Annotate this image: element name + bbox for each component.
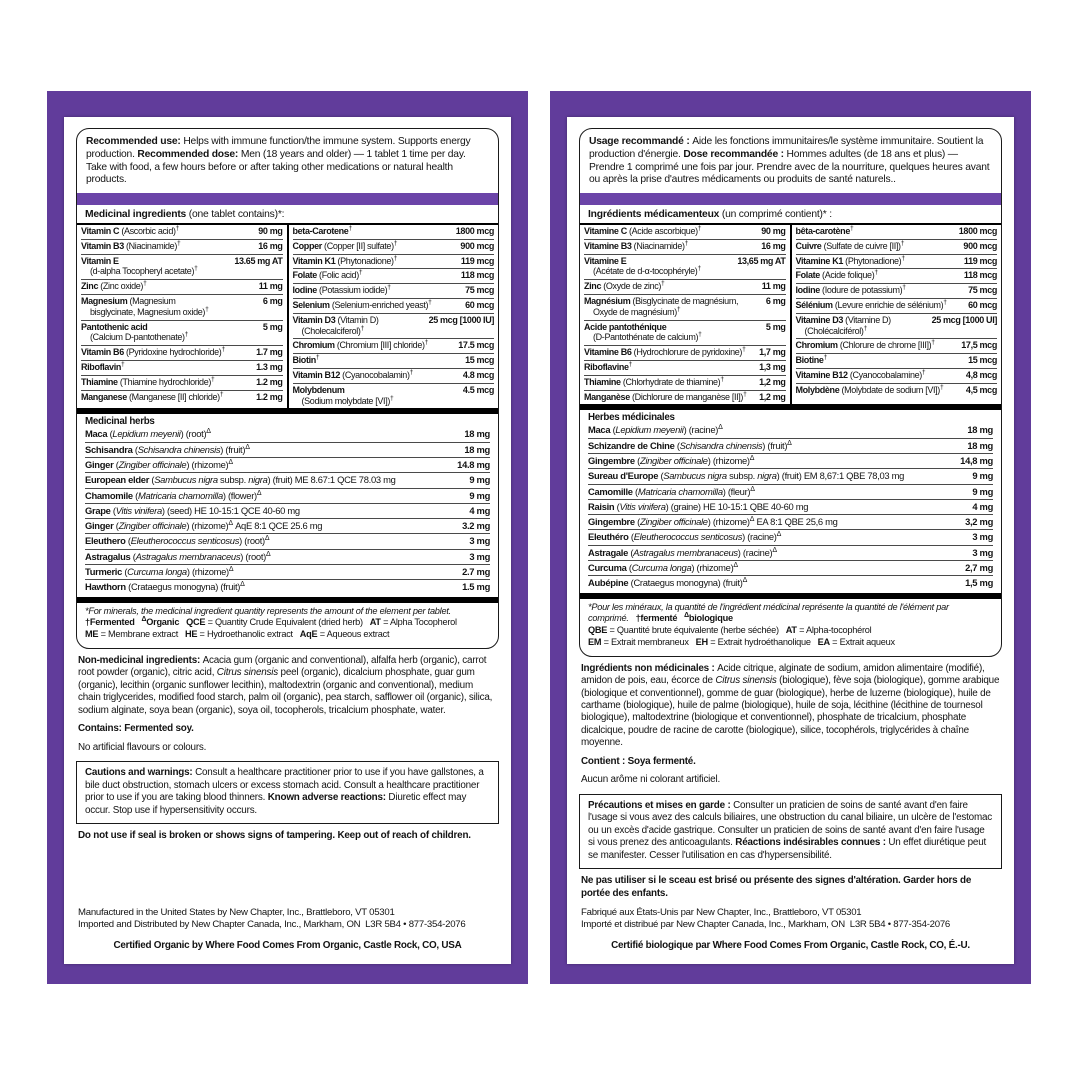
ingredient-name: Maca (Lepidium meyenii) (root)$^\Delta$ bbox=[85, 428, 211, 440]
ingredient-amount: 9 mg bbox=[469, 474, 490, 486]
ingredient-row bbox=[81, 320, 283, 346]
ingredient-row bbox=[81, 294, 283, 320]
ingredient-row bbox=[293, 225, 495, 239]
seal-warning-text: Ne pas utiliser si le sceau est brisé ou présente des signes d'altération. Garder hors de portée des enfants. bbox=[581, 875, 972, 899]
medicinal-herbs-heading: Medicinal herbs bbox=[85, 416, 155, 428]
medicinal-herbs-heading: Herbes médicinales bbox=[588, 412, 675, 424]
ingredient-amount: 1800 mcg bbox=[455, 226, 494, 237]
ingredient-name: Folate (Acide folique)† bbox=[795, 269, 878, 281]
footnote-line: EM = Extrait membraneux EH = Extrait hydroéthanolique EA = Extrait aqueux bbox=[588, 636, 895, 647]
ingredient-amount: 2,7 mg bbox=[965, 561, 993, 573]
ingredient-amount: 18 mg bbox=[967, 439, 993, 451]
ingredient-amount: 4,8 mcg bbox=[965, 370, 997, 381]
medicinal-ingredients-heading: Medicinal ingredients (one tablet contains)*: bbox=[77, 205, 498, 225]
ingredient-name: Magnésium (Bisglycinate de magnésium, Oxyde de magnésium)† bbox=[584, 296, 739, 317]
ingredient-amount: 25 mcg [1000 UI] bbox=[931, 314, 997, 325]
ingredient-amount: 9 mg bbox=[972, 470, 993, 482]
ingredient-name: Pantothenic acid (Calcium D-pantothenate)† bbox=[81, 321, 189, 343]
ingredient-name: Vitamine K1 (Phytonadione)† bbox=[795, 254, 905, 266]
ingredient-row bbox=[584, 345, 786, 360]
ingredient-name: Gingembre (Zingiber officinale) (rhizome)$^\Delta$ EA 8:1 QBE 25,6 mg bbox=[588, 515, 838, 528]
medicinal-ingredients-heading: Ingrédients médicamenteux (un comprimé contient)* : bbox=[580, 205, 1001, 225]
distributor-line: Importé et distribué par New Chapter Canada, Inc., Markham, ON L3R 5B4 • 877-354-2076 bbox=[581, 918, 951, 930]
ingredient-amount: 9 mg bbox=[469, 489, 490, 501]
ingredient-row bbox=[584, 320, 786, 346]
ingredient-name: Gingembre (Zingiber officinale) (rhizome)$^\Delta$ bbox=[588, 454, 755, 466]
ingredient-amount: 119 mcg bbox=[460, 255, 494, 266]
ingredient-name: Vitamine B3 (Niacinamide)† bbox=[584, 239, 689, 251]
non-medicinal-ingredients-text: Non-medicinal ingredients: Acacia gum (organic and conventional), alfalfa herb (organic), carrot root powder (organic), citric acid, Citrus sinensis peel (organic), dicalcium phosphate, guar gum (organic), lecithin (organic sunflower lecithin), maltodextrin (organic and conventional), medium chain triglycerides, modified food starch, palm oil (organic), pea starch, safflower oil (organic), silica, sodium alginate, soya bean (organic), soya oil, tocopherols, tricalcium phosphate, water. bbox=[78, 654, 493, 716]
ingredient-name: Vitamin B6 (Pyridoxine hydrochloride)† bbox=[81, 346, 225, 358]
ingredient-amount: 4 mg bbox=[972, 500, 993, 512]
certified-organic-line: Certified Organic by Where Food Comes From Organic, Castle Rock, CO, USA bbox=[113, 939, 462, 951]
ingredient-name: Iodine (Iodure de potassium)† bbox=[795, 284, 906, 296]
ingredient-name: Turmeric (Curcuma longa) (rhizome)$^\Delta$ bbox=[85, 565, 234, 577]
ingredient-name: Biotin† bbox=[292, 354, 320, 366]
ingredient-name: Acide pantothénique (D-Pantothénate de calcium)† bbox=[584, 321, 702, 343]
ingredient-amount: 3 mg bbox=[972, 546, 993, 558]
ingredient-row bbox=[796, 298, 998, 313]
herbs-table bbox=[85, 427, 490, 594]
ingredient-name: Vitamin E (d-alpha Tocopheryl acetate)† bbox=[81, 255, 198, 277]
ingredient-amount: 4 mg bbox=[469, 504, 490, 516]
ingredient-row bbox=[584, 254, 786, 280]
ingredient-amount: 60 mcg bbox=[968, 300, 997, 311]
ingredient-row bbox=[796, 268, 998, 283]
ingredient-row bbox=[81, 375, 283, 390]
manufacturer-block bbox=[76, 907, 499, 952]
ingredient-amount: 1.5 mg bbox=[462, 581, 490, 593]
ingredient-name: Molybdène (Molybdate de sodium [VI])† bbox=[795, 383, 944, 395]
footnote-line: *Pour les minéraux, la quantité de l'ingrédient médicinal représente la quantité de l'élément par comprimé. †fermenté $^\Delta$biologique bbox=[588, 601, 949, 624]
ingredient-name: Eleuthero (Eleutherococcus senticosus) (root)$^\Delta$ bbox=[85, 535, 270, 547]
ingredient-amount: 3.2 mg bbox=[462, 520, 490, 532]
ingredients-box bbox=[579, 128, 1002, 657]
ingredient-amount: 1.2 mg bbox=[256, 376, 283, 387]
ingredient-name: Vitamine B6 (Hydrochlorure de pyridoxine)† bbox=[584, 346, 746, 358]
ingredient-amount: 6 mg bbox=[765, 296, 786, 307]
ingredient-row bbox=[588, 468, 993, 483]
recommended-use-text: Usage recommandé : Aide les fonctions immunitaires/le système immunitaire. Soutient la production d'énergie. Dose recommandée : Hommes adultes (de 18 ans et plus) — Prendre 1 comprimé une fois par jour. Prendre avec de la nourriture, quelques heures avant ou après la prise d'autres médicaments ou produits de santé naturels.. bbox=[589, 136, 990, 186]
medicinal-herbs-section bbox=[77, 414, 498, 596]
ingredient-row bbox=[81, 390, 283, 405]
contains-text: Contains: Fermented soy. bbox=[78, 723, 194, 735]
ingredient-amount: 90 mg bbox=[258, 226, 283, 237]
ingredient-name: Chromium (Chlorure de chrome [III])† bbox=[795, 339, 935, 351]
ingredient-row bbox=[584, 279, 786, 294]
ingredient-row bbox=[796, 254, 998, 269]
minerals-column-left bbox=[77, 225, 287, 408]
ingredient-amount: 1,2 mg bbox=[759, 376, 786, 387]
ingredient-amount: 17.5 mcg bbox=[458, 340, 494, 351]
ingredient-row bbox=[85, 427, 490, 441]
ingredient-name: Vitamin D3 (Vitamin D) (Cholecalciferol)† bbox=[292, 314, 379, 336]
certified-organic-line: Certifié biologique par Where Food Comes From Organic, Castle Rock, CO, É.-U. bbox=[611, 939, 970, 951]
ingredient-amount: 3 mg bbox=[469, 535, 490, 547]
ingredient-row bbox=[85, 549, 490, 564]
ingredient-row bbox=[293, 383, 495, 409]
label-body-english bbox=[64, 117, 511, 964]
ingredient-name: Vitamine B12 (Cyanocobalamine)† bbox=[795, 369, 926, 381]
ingredient-name: Astragale (Astragalus membranaceus) (racine)$^\Delta$ bbox=[588, 546, 777, 558]
manufacturer-line: Manufactured in the United States by New Chapter, Inc., Brattleboro, VT 05301 bbox=[78, 906, 395, 918]
ingredient-row bbox=[293, 338, 495, 353]
ingredient-name: Vitamin B3 (Niacinamide)† bbox=[81, 239, 181, 251]
ingredient-name: Chromium (Chromium [III] chloride)† bbox=[292, 339, 429, 351]
ingredient-row bbox=[588, 484, 993, 499]
ingredient-name: Sureau d'Europe (Sambucus nigra subsp. nigra) (fruit) EM 8,67:1 QBE 78,03 mg bbox=[588, 470, 905, 482]
ingredient-amount: 75 mcg bbox=[968, 285, 997, 296]
minerals-table bbox=[580, 225, 1001, 404]
ingredient-row bbox=[85, 457, 490, 472]
ingredient-amount: 16 mg bbox=[761, 240, 786, 251]
cautions-box: Cautions and warnings: Consult a healthcare practitioner prior to use if you have gallstones, a bile duct obstruction, stomach ulcers or excess stomach acid. Consult a healthcare practitioner prior to use if you are taking blood thinners. Known adverse reactions: Diuretic effect may occur. Stop use if hypersensitivity occurs. bbox=[76, 761, 499, 824]
ingredient-amount: 1,3 mg bbox=[759, 362, 786, 373]
ingredient-amount: 118 mcg bbox=[460, 270, 494, 281]
ingredient-name: Sélénium (Levure enrichie de sélénium)† bbox=[795, 299, 947, 311]
ingredient-amount: 11 mg bbox=[761, 281, 786, 292]
ingredient-name: Schisandra (Schisandra chinensis) (fruit)$^\Delta$ bbox=[85, 443, 250, 455]
ingredient-row bbox=[293, 368, 495, 383]
ingredient-row bbox=[293, 298, 495, 313]
ingredient-amount: 5 mg bbox=[765, 321, 786, 332]
ingredient-amount: 4.5 mcg bbox=[462, 384, 494, 395]
ingredient-amount: 15 mcg bbox=[968, 355, 997, 366]
ingredient-name: Hawthorn (Crataegus monogyna) (fruit)$^\Delta$ bbox=[85, 581, 245, 593]
ingredient-name: Vitamine E (Acétate de d-α-tocophéryle)† bbox=[584, 255, 701, 277]
ingredient-name: European elder (Sambucus nigra subsp. nigra) (fruit) ME 8.67:1 QCE 78.03 mg bbox=[85, 474, 396, 486]
ingredient-row bbox=[293, 239, 495, 254]
ingredient-name: Ginger (Zingiber officinale) (rhizome)$^\Delta$ AqE 8:1 QCE 25.6 mg bbox=[85, 519, 323, 532]
ingredient-amount: 1,5 mg bbox=[965, 577, 993, 589]
ingredient-amount: 1.3 mg bbox=[256, 362, 283, 373]
ingredient-name: Riboflavin† bbox=[81, 361, 125, 373]
ingredient-name: Raisin (Vitis vinifera) (graine) HE 10-15:1 QBE 40-60 mg bbox=[588, 500, 809, 512]
ingredient-name: Schizandre de Chine (Schisandra chinensis) (fruit)$^\Delta$ bbox=[588, 439, 792, 451]
no-artificial-text: Aucun arôme ni colorant artificiel. bbox=[581, 774, 720, 786]
ingredient-row bbox=[584, 239, 786, 254]
ingredient-amount: 25 mcg [1000 IU] bbox=[428, 314, 494, 325]
ingredient-row bbox=[85, 503, 490, 518]
ingredient-amount: 900 mcg bbox=[460, 240, 494, 251]
ingredient-name: Maca (Lepidium meyenii) (racine)$^\Delta$ bbox=[588, 424, 723, 436]
ingredient-amount: 14.8 mg bbox=[457, 458, 490, 470]
ingredient-row bbox=[584, 294, 786, 320]
ingredient-name: beta-Carotene† bbox=[292, 225, 352, 237]
minerals-column-right bbox=[287, 225, 499, 408]
footnote-line: †Fermented $^\Delta$Organic QCE = Quantity Crude Equivalent (dried herb) AT = Alpha Tocopherol bbox=[85, 616, 457, 628]
ingredient-amount: 18 mg bbox=[464, 443, 490, 455]
ingredient-row bbox=[85, 472, 490, 487]
contains-text: Contient : Soya fermenté. bbox=[581, 755, 696, 767]
ingredient-amount: 3 mg bbox=[972, 531, 993, 543]
ingredient-amount: 119 mcg bbox=[963, 255, 997, 266]
distributor-line: Imported and Distributed by New Chapter Canada, Inc., Markham, ON L3R 5B4 • 877-354-2076 bbox=[78, 918, 466, 930]
ingredient-row bbox=[293, 268, 495, 283]
ingredient-row bbox=[796, 368, 998, 383]
ingredient-amount: 11 mg bbox=[258, 281, 283, 292]
ingredient-amount: 1.2 mg bbox=[256, 391, 283, 402]
ingredient-name: Vitamin B12 (Cyanocobalamin)† bbox=[292, 369, 414, 381]
ingredient-amount: 60 mcg bbox=[465, 300, 494, 311]
ingredient-amount: 75 mcg bbox=[465, 285, 494, 296]
ingredient-row bbox=[81, 345, 283, 360]
recommended-use-text: Recommended use: Helps with immune function/the immune system. Supports energy production. Recommended dose: Men (18 years and older) — 1 tablet 1 time per day. Take with food, a few hours before or after taking other medications or natural health products. bbox=[86, 136, 471, 186]
no-artificial-text: No artificial flavours or colours. bbox=[78, 741, 207, 753]
ingredient-amount: 6 mg bbox=[262, 296, 283, 307]
ingredient-name: Grape (Vitis vinifera) (seed) HE 10-15:1 QCE 40-60 mg bbox=[85, 504, 300, 516]
ingredient-name: Riboflavine† bbox=[584, 361, 633, 373]
ingredient-amount: 3 mg bbox=[469, 550, 490, 562]
ingredient-row bbox=[796, 353, 998, 368]
ingredient-row bbox=[796, 383, 998, 398]
footnote-line: QBE = Quantité brute équivalente (herbe séchée) AT = Alpha-tocophérol bbox=[588, 625, 872, 636]
ingredient-row bbox=[796, 313, 998, 339]
ingredient-name: Copper (Copper [II] sulfate)† bbox=[292, 239, 398, 251]
minerals-table bbox=[77, 225, 498, 408]
ingredient-name: Molybdenum (Sodium molybdate [VI])† bbox=[292, 384, 394, 406]
ingredient-amount: 18 mg bbox=[967, 424, 993, 436]
ingredient-row bbox=[293, 254, 495, 269]
ingredient-name: Magnesium (Magnesium bisglycinate, Magnesium oxide)† bbox=[81, 296, 209, 317]
ingredient-name: Zinc (Oxyde de zinc)† bbox=[584, 280, 665, 292]
ingredient-row bbox=[85, 442, 490, 457]
ingredient-row bbox=[81, 360, 283, 375]
ingredient-row bbox=[85, 533, 490, 548]
ingredient-name: Vitamin C (Ascorbic acid)† bbox=[81, 225, 180, 237]
ingredient-row bbox=[293, 313, 495, 339]
ingredient-name: bêta-carotène† bbox=[795, 225, 854, 237]
ingredient-row bbox=[293, 283, 495, 298]
seal-warning-text: Do not use if seal is broken or shows signs of tampering. Keep out of reach of children. bbox=[78, 829, 471, 841]
ingredient-row bbox=[588, 514, 993, 529]
ingredient-name: Manganese (Manganese [II] chloride)† bbox=[81, 390, 224, 402]
ingredient-row bbox=[588, 529, 993, 544]
ingredient-amount: 90 mg bbox=[761, 226, 786, 237]
supplement-panel-english bbox=[47, 91, 528, 984]
ingredient-name: Eleuthéro (Eleutherococcus senticosus) (racine)$^\Delta$ bbox=[588, 531, 782, 543]
ingredient-name: Camomille (Matricaria chamomilla) (fleur)$^\Delta$ bbox=[588, 485, 755, 497]
ingredient-row bbox=[796, 239, 998, 254]
herbs-table bbox=[588, 423, 993, 590]
ingredient-amount: 17,5 mcg bbox=[961, 340, 997, 351]
minerals-column-right bbox=[790, 225, 1002, 404]
ingredients-box bbox=[76, 128, 499, 649]
ingredient-row bbox=[81, 279, 283, 294]
ingredient-name: Chamomile (Matricaria chamomilla) (flower)$^\Delta$ bbox=[85, 489, 262, 501]
ingredient-row bbox=[584, 360, 786, 375]
ingredient-amount: 9 mg bbox=[972, 485, 993, 497]
ingredient-row bbox=[588, 438, 993, 453]
ingredient-row bbox=[293, 353, 495, 368]
ingredient-row bbox=[588, 560, 993, 575]
ingredient-amount: 13,65 mg AT bbox=[737, 255, 786, 266]
medicinal-herbs-section bbox=[580, 410, 1001, 592]
ingredient-amount: 1,2 mg bbox=[759, 391, 786, 402]
ingredient-amount: 1.7 mg bbox=[256, 347, 283, 358]
cautions-box: Précautions et mises en garde : Consulter un praticien de soins de santé avant d'en faire l'usage si vous avez des calculs biliaires, une obstruction du canal biliaire, un ulcère de l'estomac ou un excès d'acide gastrique. Consulter un praticien de soins de santé avant d'en faire l'usage si vous prenez des anticoagulants. Réactions indésirables connues : Un effet diurétique peut se manifester. Cesser l'utilisation en cas d'hypersensibilité. bbox=[579, 794, 1002, 869]
ingredient-row bbox=[85, 518, 490, 533]
ingredient-name: Cuivre (Sulfate de cuivre [II])† bbox=[795, 239, 905, 251]
ingredient-name: Thiamine (Thiamine hydrochloride)† bbox=[81, 375, 215, 387]
footnotes bbox=[580, 599, 1001, 656]
ingredient-name: Astragalus (Astragalus membranaceus) (root)$^\Delta$ bbox=[85, 550, 271, 562]
ingredient-row bbox=[588, 453, 993, 468]
ingredient-name: Manganèse (Dichlorure de manganèse [II])† bbox=[584, 390, 747, 402]
footnote-line: *For minerals, the medicinal ingredient quantity represents the amount of the element per tablet. bbox=[85, 605, 451, 616]
ingredient-row bbox=[588, 575, 993, 590]
ingredient-amount: 18 mg bbox=[464, 428, 490, 440]
ingredient-amount: 3,2 mg bbox=[965, 516, 993, 528]
ingredient-row bbox=[81, 225, 283, 239]
ingredient-row bbox=[81, 254, 283, 280]
ingredient-row bbox=[588, 545, 993, 560]
ingredient-row bbox=[81, 239, 283, 254]
purple-divider-bar bbox=[77, 193, 498, 205]
ingredient-name: Aubépine (Crataegus monogyna) (fruit)$^\Delta$ bbox=[588, 577, 747, 589]
ingredient-row bbox=[85, 579, 490, 594]
ingredient-name: Curcuma (Curcuma longa) (rhizome)$^\Delta$ bbox=[588, 561, 738, 573]
ingredient-amount: 16 mg bbox=[258, 240, 283, 251]
ingredient-amount: 15 mcg bbox=[465, 355, 494, 366]
ingredient-amount: 13.65 mg AT bbox=[234, 255, 283, 266]
ingredient-name: Vitamine C (Acide ascorbique)† bbox=[584, 225, 702, 237]
ingredient-name: Thiamine (Chlorhydrate de thiamine)† bbox=[584, 375, 724, 387]
ingredient-name: Iodine (Potassium iodide)† bbox=[292, 284, 391, 296]
footnotes bbox=[77, 603, 498, 648]
ingredient-row bbox=[796, 283, 998, 298]
ingredient-name: Folate (Folic acid)† bbox=[292, 269, 363, 281]
ingredient-amount: 900 mcg bbox=[963, 240, 997, 251]
ingredient-amount: 4.8 mcg bbox=[462, 370, 494, 381]
ingredient-name: Biotine† bbox=[795, 354, 827, 366]
ingredient-row bbox=[584, 390, 786, 405]
ingredient-row bbox=[85, 564, 490, 579]
ingredient-row bbox=[85, 488, 490, 503]
ingredient-row bbox=[796, 225, 998, 239]
ingredient-amount: 118 mcg bbox=[963, 270, 997, 281]
ingredient-name: Selenium (Selenium-enriched yeast)† bbox=[292, 299, 432, 311]
ingredient-row bbox=[584, 375, 786, 390]
manufacturer-block bbox=[579, 907, 1002, 952]
minerals-column-left bbox=[580, 225, 790, 404]
ingredient-row bbox=[588, 423, 993, 437]
ingredient-row bbox=[588, 499, 993, 514]
ingredient-name: Ginger (Zingiber officinale) (rhizome)$^\Delta$ bbox=[85, 458, 233, 470]
ingredient-amount: 1800 mcg bbox=[958, 226, 997, 237]
purple-divider-bar bbox=[580, 193, 1001, 205]
non-medicinal-ingredients-text: Ingrédients non médicinales : Acide citrique, alginate de sodium, amidon alimentaire (modifié), amidon de pois, eau, écorce de Citrus sinensis (biologique), fève soja (biologique), gomme arabique (biologique et conventionnel), gomme de guar (biologique), herbe de luzerne (biologique), huile de carthame (biologique), huile de palme (biologique), huile de soja, lécithine (lécithine de tournesol biologique), maltodextrine (biologique et conventionnel), phosphate de tricalcium, phosphate dicalcique, poudre de racine de carotte (biologique), silice, tocophérols, triglycérides à chaîne moyenne. bbox=[581, 662, 1000, 749]
footnote-line: ME = Membrane extract HE = Hydroethanolic extract AqE = Aqueous extract bbox=[85, 629, 390, 640]
ingredient-name: Vitamine D3 (Vitamine D) (Cholécalciférol)† bbox=[795, 314, 891, 336]
ingredient-name: Vitamin K1 (Phytonadione)† bbox=[292, 254, 398, 266]
supplement-panel-french bbox=[550, 91, 1031, 984]
ingredient-row bbox=[584, 225, 786, 239]
ingredient-amount: 5 mg bbox=[262, 321, 283, 332]
ingredient-amount: 1,7 mg bbox=[759, 347, 786, 358]
ingredient-amount: 4,5 mcg bbox=[965, 384, 997, 395]
ingredient-amount: 14,8 mg bbox=[960, 454, 993, 466]
ingredient-amount: 2.7 mg bbox=[462, 565, 490, 577]
ingredient-row bbox=[796, 338, 998, 353]
label-body-french bbox=[567, 117, 1014, 964]
manufacturer-line: Fabriqué aux États-Unis par New Chapter, Inc., Brattleboro, VT 05301 bbox=[581, 906, 862, 918]
ingredient-name: Zinc (Zinc oxide)† bbox=[81, 280, 147, 292]
